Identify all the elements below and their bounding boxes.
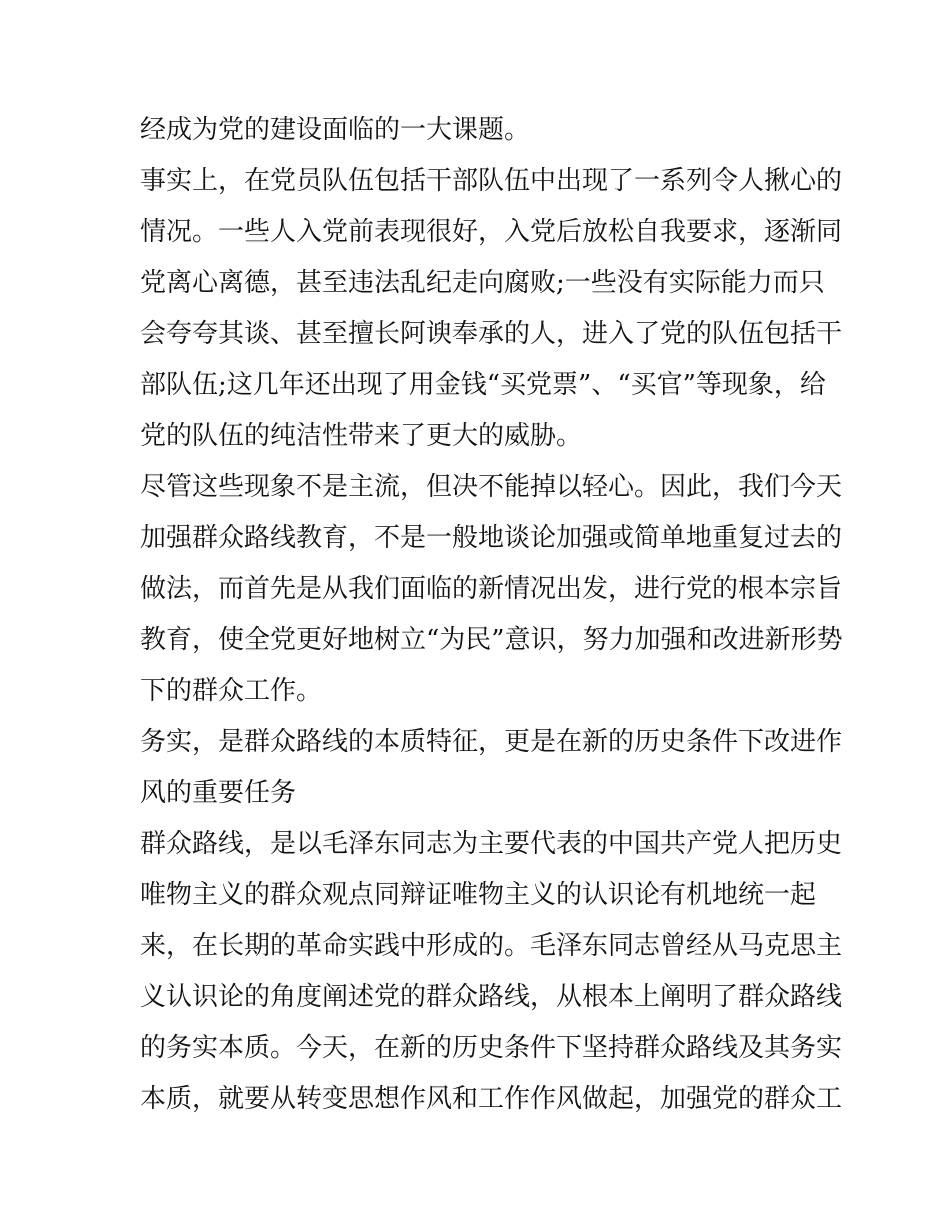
text-line: 做法，而首先是从我们面临的新情况出发，进行党的根本宗旨: [140, 574, 843, 604]
text-line: 来，在长期的革命实践中形成的。毛泽东同志曾经从马克思主: [140, 931, 843, 961]
text-line: 义认识论的角度阐述党的群众路线，从根本上阐明了群众路线: [140, 982, 843, 1012]
text-line: 务实，是群众路线的本质特征，更是在新的历史条件下改进作: [140, 727, 843, 757]
text-line: 风的重要任务: [140, 778, 297, 808]
text-line: 本质，就要从转变思想作风和工作作风做起，加强党的群众工: [140, 1084, 843, 1114]
text-line: 经成为党的建设面临的一大课题。: [140, 115, 531, 145]
text-line: 党的队伍的纯洁性带来了更大的威胁。: [140, 421, 583, 451]
text-line: 群众路线，是以毛泽东同志为主要代表的中国共产党人把历史: [140, 829, 843, 859]
text-line: 尽管这些现象不是主流，但决不能掉以轻心。因此，我们今天: [140, 472, 843, 502]
text-line: 党离心离德，甚至违法乱纪走向腐败;一些没有实际能力而只: [140, 268, 825, 298]
text-line: 唯物主义的群众观点同辩证唯物主义的认识论有机地统一起: [140, 880, 817, 910]
text-line: 加强群众路线教育，不是一般地谈论加强或简单地重复过去的: [140, 523, 843, 553]
text-line: 教育，使全党更好地树立“为民”意识，努力加强和改进新形势: [140, 625, 843, 655]
text-line: 会夸夸其谈、甚至擅长阿谀奉承的人，进入了党的队伍包括干: [140, 319, 843, 349]
text-line: 的务实本质。今天，在新的历史条件下坚持群众路线及其务实: [140, 1033, 843, 1063]
text-line: 情况。一些人入党前表现很好，入党后放松自我要求，逐渐同: [140, 217, 843, 247]
text-line: 下的群众工作。: [140, 676, 323, 706]
text-line: 事实上，在党员队伍包括干部队伍中出现了一系列令人揪心的: [140, 166, 843, 196]
text-line: 部队伍;这几年还出现了用金钱“买党票”、“买官”等现象，给: [140, 370, 826, 400]
